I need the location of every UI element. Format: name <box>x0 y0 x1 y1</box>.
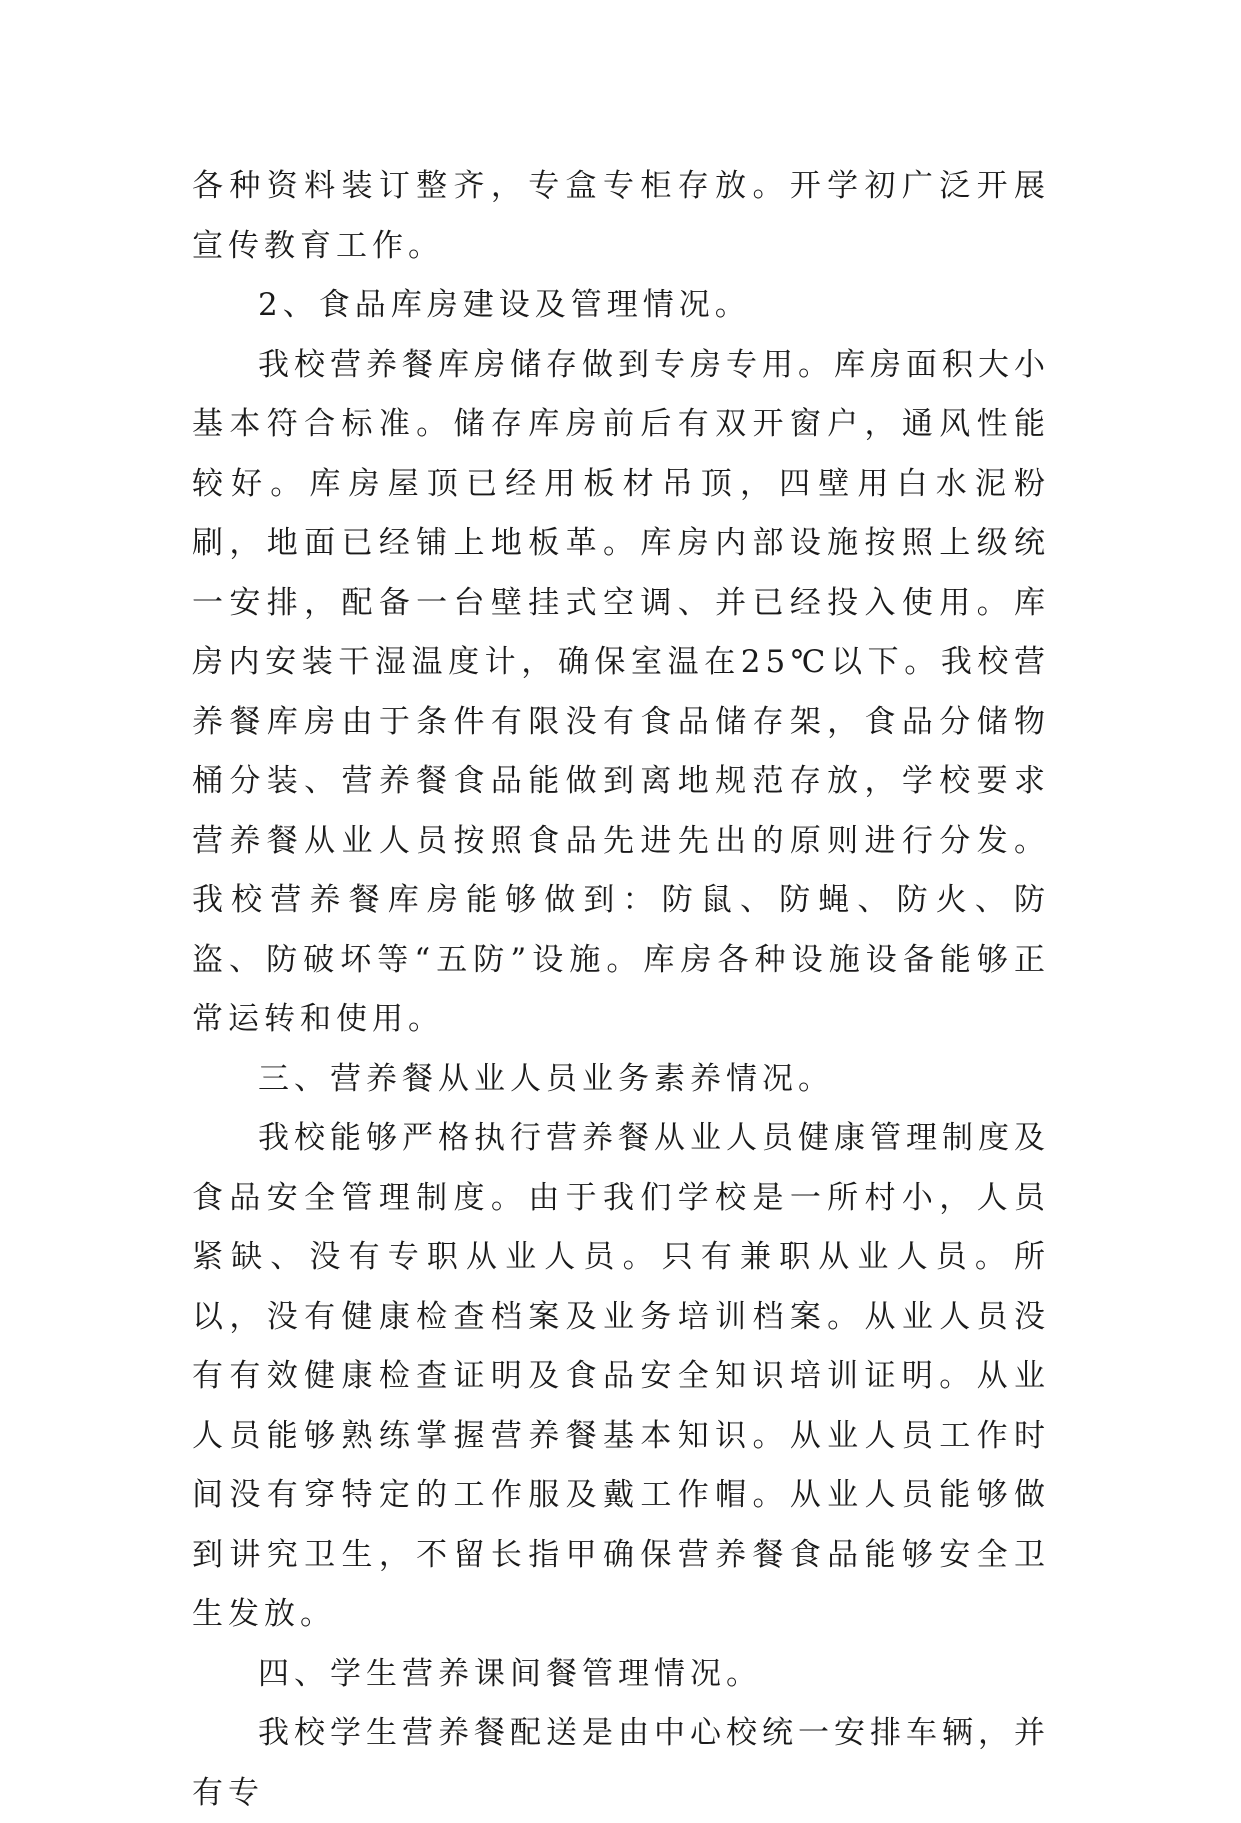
paragraph: 各种资料装订整齐，专盒专柜存放。开学初广泛开展宣传教育工作。 <box>192 168 1050 264</box>
paragraph: 我校能够严格执行营养餐从业人员健康管理制度及食品安全管理制度。由于我们学校是一所村小，人员紧缺、没有专职从业人员。只有兼职从业人员。所以，没有健康检查档案及业务培训档案。从业人员没有有效健康检查证明及食品安全知识培训证明。从业人员能够熟练掌握营养餐基本知识。从业人员工作时间没有穿特定的工作服及戴工作帽。从业人员能够做到讲究卫生，不留长指甲确保营养餐食品能够安全卫生发放。 <box>192 1120 1050 1632</box>
paragraph: 我校学生营养餐配送是由中心校统一安排车辆，并有专 <box>192 1715 1050 1811</box>
section-heading: 四、学生营养课间餐管理情况。 <box>258 1655 762 1692</box>
document-body <box>192 157 1050 1823</box>
section-heading: 三、营养餐从业人员业务素养情况。 <box>258 1060 834 1097</box>
paragraph: 我校营养餐库房储存做到专房专用。库房面积大小基本符合标准。储存库房前后有双开窗户，通风性能较好。库房屋顶已经用板材吊顶，四壁用白水泥粉刷，地面已经铺上地板革。库房内部设施按照上级统一安排，配备一台壁挂式空调、并已经投入使用。库房内安装干湿温度计，确保室温在25℃以下。我校营养餐库房由于条件有限没有食品储存架，食品分储物桶分装、营养餐食品能做到离地规范存放，学校要求营养餐从业人员按照食品先进先出的原则进行分发。我校营养餐库房能够做到：防鼠、防蝇、防火、防盗、防破坏等“五防”设施。库房各种设施设备能够正常运转和使用。 <box>192 346 1050 1037</box>
section-heading: 2、食品库房建设及管理情况。 <box>258 287 751 323</box>
